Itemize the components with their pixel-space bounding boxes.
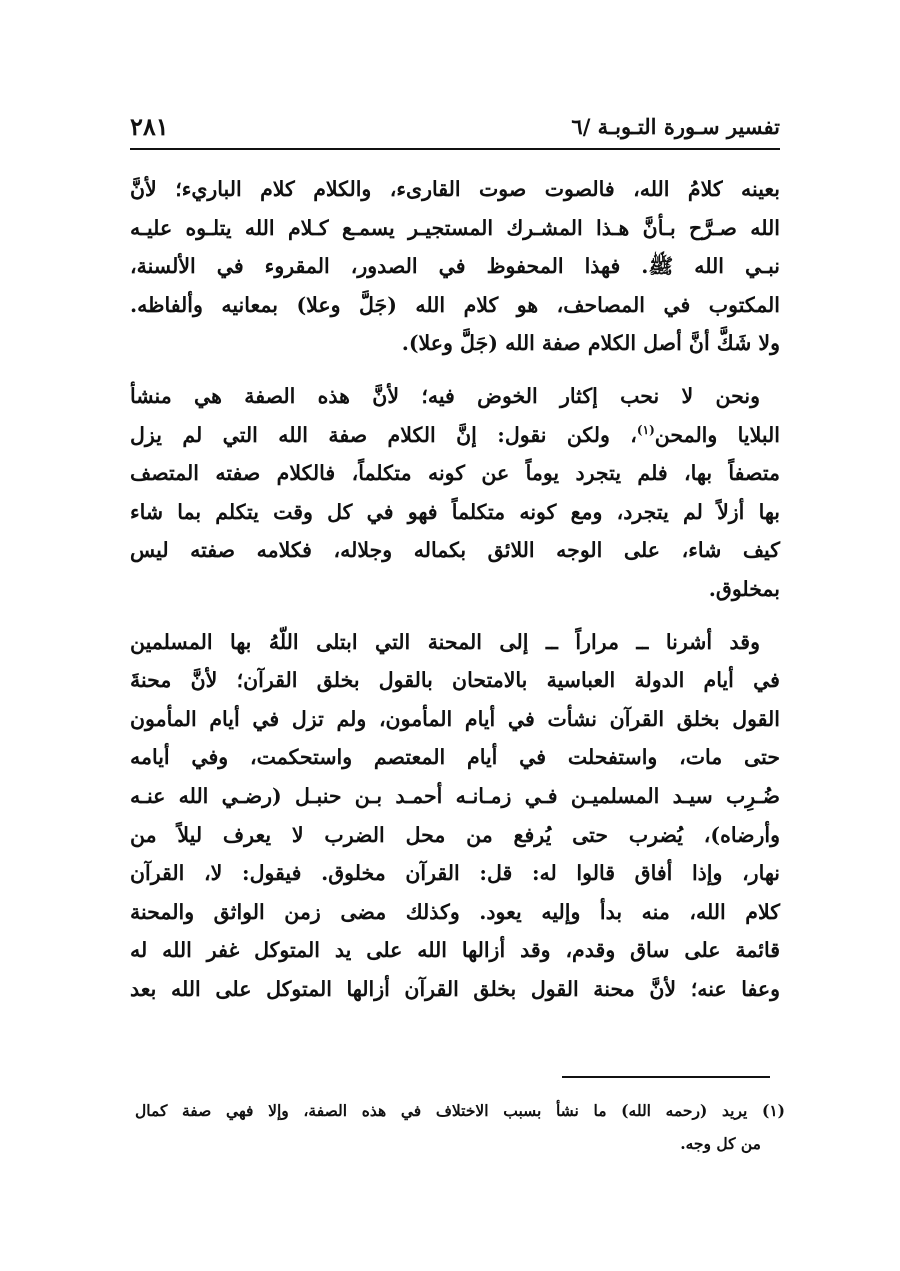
text-line: حتى مات، واستفحلت في أيام المعتصم واستحكمت، وفي أيامه bbox=[130, 745, 780, 770]
header-rule bbox=[130, 148, 780, 150]
footnote-reference: (١) bbox=[636, 422, 655, 437]
text-fragment: ، ولكن نقول: إنَّ الكلام صفة الله التي لم يزل bbox=[130, 422, 637, 447]
paragraph-3 bbox=[130, 623, 780, 1009]
text-line: كلام الله، منه بدأ وإليه يعود. وكذلك مضى زمن الواثق والمحنة bbox=[130, 899, 780, 924]
text-line: بها أزلاً لم يتجرد، ومع كونه متكلماً فهو في كل وقت يتكلم بما شاء bbox=[130, 499, 780, 524]
header-title: تفسير سـورة التـوبـة /٦ bbox=[571, 114, 780, 139]
page-number: ٢٨١ bbox=[130, 112, 169, 141]
text-line: بمخلوق. bbox=[708, 576, 780, 601]
text-line: ضُـرِب سيـد المسلميـن فـي زمـانـه أحمـد بـن حنبـل (رضـي الله عنـه bbox=[130, 783, 780, 808]
footnote-rule bbox=[562, 1076, 770, 1078]
text-line: متصفاً بها، فلم يتجرد يوماً عن كونه متكلماً، فالكلام صفته المتصف bbox=[130, 461, 780, 486]
paragraph-2 bbox=[130, 377, 780, 609]
text-line bbox=[130, 416, 780, 455]
text-line: ولا شَكَّ أنَّ أصل الكلام صفة الله (جَلَّ وعلا). bbox=[401, 331, 780, 356]
text-line: وقد أشرنا ــ مراراً ــ إلى المحنة التي ابتلى اللّهُ بها المسلمين bbox=[130, 629, 760, 654]
paragraph-1 bbox=[130, 170, 780, 363]
text-line: نهار، وإذا أفاق قالوا له: قل: القرآن مخلوق. فيقول: لا، القرآن bbox=[130, 861, 780, 886]
text-line: وأرضاه)، يُضرب حتى يُرفع من محل الضرب لا يعرف ليلاً من bbox=[130, 822, 780, 847]
text-fragment: البلايا والمحن bbox=[654, 422, 780, 447]
text-line: بعينه كلامُ الله، فالصوت صوت القارىء، والكلام كلام الباريء؛ لأنَّ bbox=[130, 177, 780, 201]
text-line: ونحن لا نحب إكثار الخوض فيه؛ لأنَّ هذه الصفة هي منشأ bbox=[130, 383, 760, 408]
text-line: نبـي الله ﷺ. فهذا المحفوظ في الصدور، المقروء في الألسنة، bbox=[130, 254, 780, 279]
running-header bbox=[130, 110, 780, 144]
text-line: وعفا عنه؛ لأنَّ محنة القول بخلق القرآن أزالها المتوكل على الله بعد bbox=[130, 976, 780, 1001]
footnote bbox=[135, 1094, 785, 1160]
text-line: قائمة على ساق وقدم، وقد أزالها الله على يد المتوكل غفر الله له bbox=[130, 938, 780, 963]
text-line: كيف شاء، على الوجه اللائق بكماله وجلاله، فكلامه صفته ليس bbox=[130, 538, 780, 563]
page-content bbox=[130, 110, 780, 1008]
text-line: القول بخلق القرآن نشأت في أيام المأمون، ولم تزل في أيام المأمون bbox=[130, 706, 780, 731]
footnote-line: من كل وجه. bbox=[680, 1134, 761, 1153]
body-text bbox=[130, 170, 780, 1008]
text-line: الله صـرَّح بـأنَّ هـذا المشـرك المستجيـر يسمـع كـلام الله يتلـوه عليـه bbox=[130, 215, 780, 240]
text-line: في أيام الدولة العباسية بالامتحان بالقول بخلق القرآن؛ لأنَّ محنةَ bbox=[130, 668, 780, 693]
footnote-line: (١) يريد (رحمه الله) ما نشأ بسبب الاختلاف في هذه الصفة، وإلا فهي صفة كمال bbox=[135, 1101, 785, 1120]
text-line: المكتوب في المصاحف، هو كلام الله (جَلَّ وعلا) بمعانيه وألفاظه. bbox=[130, 292, 780, 317]
